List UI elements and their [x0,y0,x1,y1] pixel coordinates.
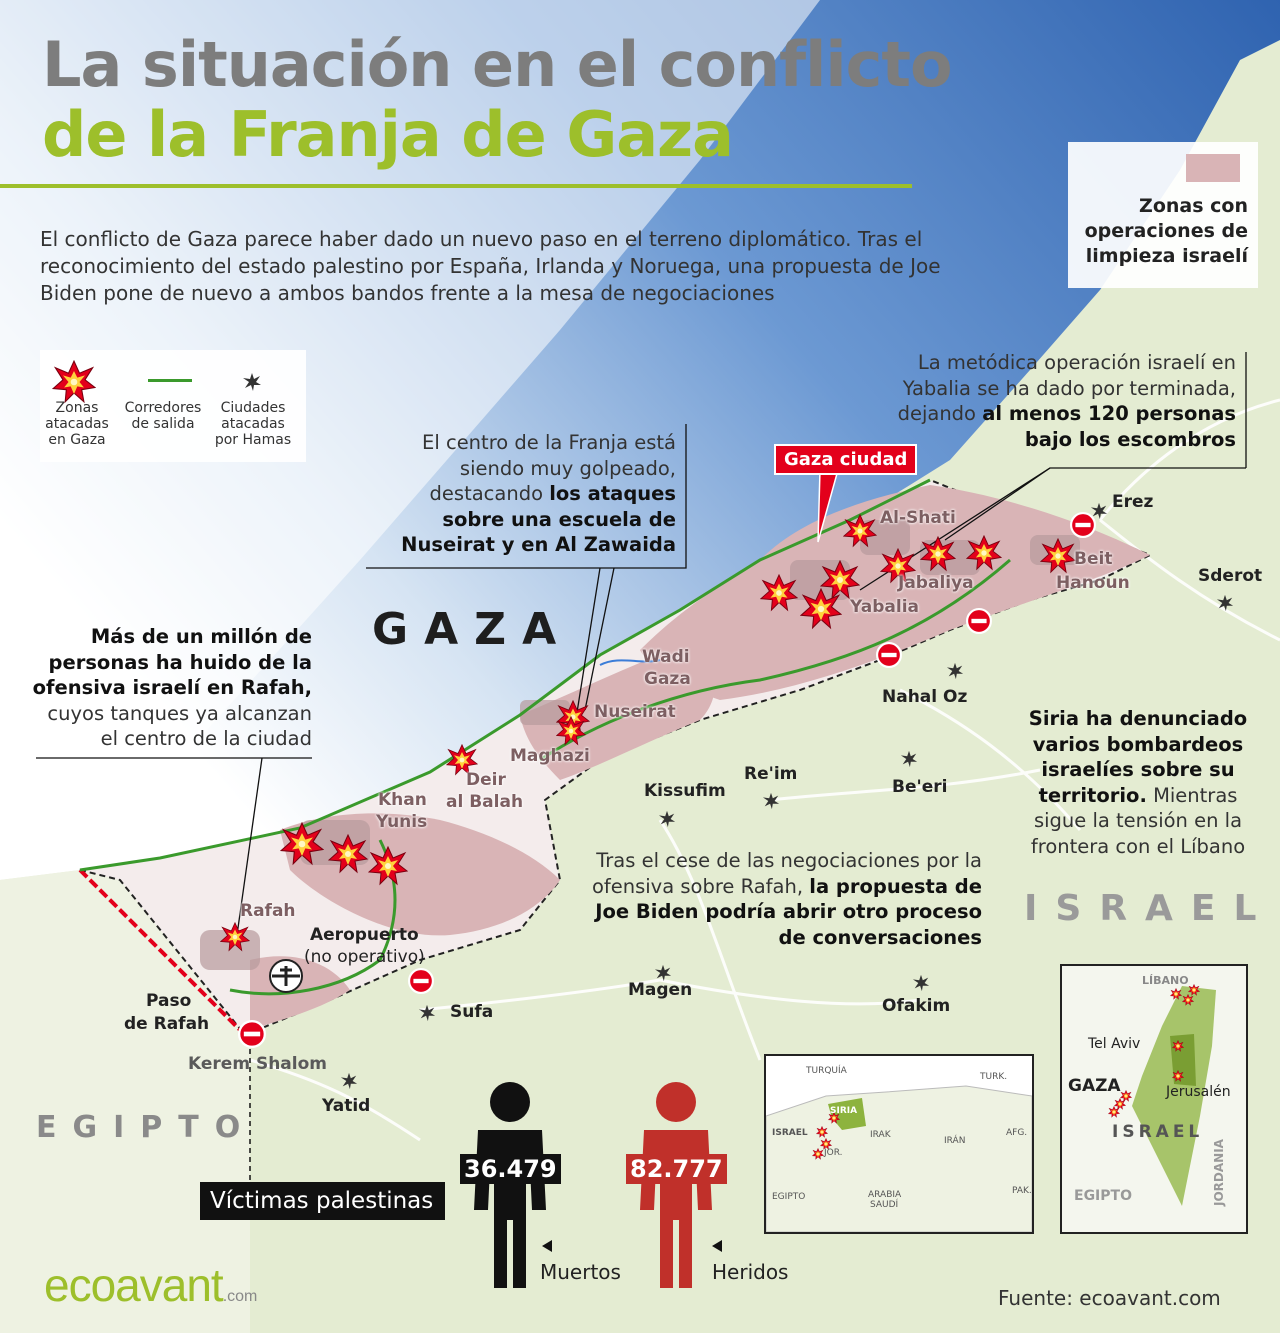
place-jabaliya: Jabaliya [898,573,974,593]
place-beeri: Be'eri [892,777,948,797]
place-deir-al-balah: al Balah [446,792,524,812]
dead-count: 36.479 [460,1154,561,1184]
place-beit: Beit [1074,549,1113,569]
place-yabalia: Yabalia [850,597,919,617]
place-khan: Khan [378,790,427,810]
callout-jabalia-bold: al menos 120 personas bajo los escombros [982,402,1236,451]
page-title-line2: de la Franja de Gaza [42,98,733,171]
callout-jabalia-text: La metódica operación israelí en Yabalia se ha dado por terminada, dejando [897,351,1236,425]
place-wadi-gaza: Gaza [644,669,691,689]
place-airport: Aeropuerto [310,925,419,945]
inset-pak: PAK. [1012,1186,1032,1196]
inset-region-map [764,1054,1034,1234]
person-icon [636,1080,716,1290]
intro-text: El conflicto de Gaza parece haber dado un nuevo paso en el terreno diplomático. Tras el reconocimiento del estado palestino por España, Irlanda y Noruega, una propuesta de Joe Biden pone de nuevo a ambos bandos frente a la mesa de negociaciones [40,227,941,305]
place-paso: Paso [146,991,192,1011]
legend-exit-corridors: Corredores de salida [124,400,202,432]
brand-tld: .com [222,1288,258,1305]
region-egypt: EGIPTO [36,1110,257,1145]
inset-arabia: ARABIA [868,1190,902,1200]
inset-israel-map [1060,964,1248,1234]
place-paso-de-rafah: de Rafah [124,1014,210,1034]
place-erez: Erez [1112,492,1154,512]
inset-siria: SIRIA [830,1106,858,1116]
victims-tag: Víctimas palestinas [200,1182,445,1220]
legend-hamas-cities: Ciudades atacadas por Hamas [214,400,292,448]
inset-israel-label: ISRAEL [1112,1122,1204,1142]
inset-turquia: TURQUÍA [806,1066,847,1076]
inset-egipto: EGIPTO [772,1192,806,1202]
person-icon [470,1080,550,1290]
region-gaza: GAZA [372,604,573,655]
place-maghazi: Maghazi [510,746,590,766]
wounded-arrow-icon [712,1240,722,1252]
cleanup-zone-label: Zonas con operaciones de limpieza israelí [1084,195,1248,267]
place-magen: Magen [628,980,693,1000]
place-sderot: Sderot [1198,566,1263,586]
callout-syria-bold: Siria ha denunciado varios bombardeos israelíes sobre su territorio. [1028,707,1248,807]
place-yatid: Yatid [322,1096,371,1116]
callout-syria-text: Mientras sigue la tensión en la frontera con el Líbano [1030,783,1246,858]
callout-biden-bold: la propuesta de Joe Biden podría abrir otro proceso de conversaciones [595,874,982,949]
inset-turk: TURK. [980,1072,1008,1082]
wounded-count: 82.777 [626,1154,727,1184]
callout-rafah-text: cuyos tanques ya alcanzan el centro de la ciudad [47,701,312,750]
inset-jerusalen: Jerusalén [1166,1084,1231,1100]
legend-attacked-zones: Zonas atacadas en Gaza [45,400,109,448]
inset-egipto-label: EGIPTO [1074,1188,1132,1204]
inset-jordania: JORDANIA [1212,1139,1226,1206]
region-israel: ISRAEL [1024,888,1275,929]
callout-biden-text: Tras el cese de las negociaciones por la ofensiva sobre Rafah, [591,849,982,898]
inset-jor: JOR. [824,1148,843,1158]
inset-irak: IRAK [870,1130,891,1140]
place-ofakim: Ofakim [882,996,951,1016]
inset-iran: IRÁN [944,1136,966,1146]
brand-name: ecoavant [44,1259,223,1311]
inset-libano: LÍBANO [1142,974,1189,987]
dead-arrow-icon [542,1240,552,1252]
inset-gaza: GAZA [1068,1076,1121,1096]
inset-saudi: SAUDÍ [870,1200,899,1210]
place-wadi: Wadi [642,647,690,667]
inset-afg: AFG. [1006,1128,1028,1138]
place-kissufim: Kissufim [644,781,726,801]
gaza-city-tag: Gaza ciudad [774,444,917,475]
place-sufa: Sufa [450,1002,494,1022]
inset-tel-aviv: Tel Aviv [1088,1036,1141,1052]
place-al-shati: Al-Shati [880,508,956,528]
dead-label: Muertos [540,1260,621,1284]
page-title-line1: La situación en el conflicto [42,28,952,101]
callout-center-text: El centro de la Franja está siendo muy golpeado, destacando [422,431,676,505]
place-reim: Re'im [744,764,798,784]
place-airport-status: (no operativo) [304,947,425,967]
callout-rafah-bold: Más de un millón de personas ha huido de la ofensiva israelí en Rafah, [32,625,312,699]
source-text: Fuente: ecoavant.com [998,1286,1221,1310]
airport-icon [270,960,302,992]
place-nuseirat: Nuseirat [594,702,676,722]
place-deir: Deir [466,770,506,790]
inset-region-shapes [766,1056,1032,1232]
brand-logo [44,1258,257,1312]
callout-center-bold: los ataques sobre una escuela de Nuseirat y en Al Zawaida [401,482,676,556]
place-kerem-shalom: Kerem Shalom [188,1054,327,1074]
place-hanoun: Hanoun [1056,573,1130,593]
place-khan-yunis: Yunis [376,812,428,832]
wounded-label: Heridos [712,1260,789,1284]
inset-israel: ISRAEL [772,1128,808,1138]
place-rafah: Rafah [240,901,296,921]
place-nahal-oz: Nahal Oz [882,687,968,707]
